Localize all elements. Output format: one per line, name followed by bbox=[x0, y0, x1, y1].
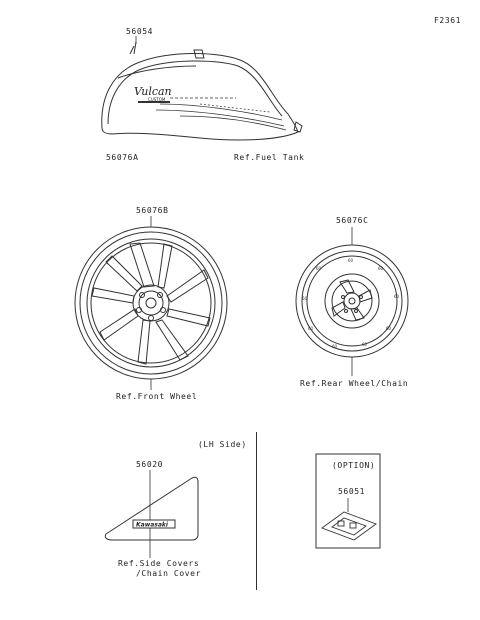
front-wheel-part-number: 56076B bbox=[136, 206, 169, 215]
rear-wheel-part-number: 56076C bbox=[336, 216, 369, 225]
tank-logo-sub: CUSTOM bbox=[148, 97, 166, 102]
front-wheel-illustration bbox=[75, 227, 227, 379]
svg-text:60: 60 bbox=[308, 326, 314, 331]
svg-text:60: 60 bbox=[348, 258, 354, 263]
svg-text:Kawasaki: Kawasaki bbox=[136, 521, 168, 529]
svg-text:60: 60 bbox=[302, 296, 308, 301]
option-emblem-illustration bbox=[322, 512, 376, 540]
svg-text:60: 60 bbox=[386, 326, 392, 331]
section-divider bbox=[256, 432, 257, 590]
option-part-number: 56051 bbox=[338, 487, 366, 496]
side-cover-part-number: 56020 bbox=[136, 460, 164, 469]
svg-text:60: 60 bbox=[394, 294, 400, 299]
rear-wheel-caption: Ref.Rear Wheel/Chain bbox=[300, 379, 409, 388]
front-wheel-caption: Ref.Front Wheel bbox=[116, 392, 198, 401]
tank-logo-text: Vulcan bbox=[134, 85, 172, 98]
tank-bottom-part-number: 56076A bbox=[106, 153, 139, 162]
side-cover-caption-line1: Ref.Side Covers bbox=[118, 559, 200, 568]
svg-text:60: 60 bbox=[332, 344, 338, 349]
svg-text:60: 60 bbox=[316, 266, 322, 271]
side-note: (LH Side) bbox=[198, 440, 247, 449]
tank-top-part-number: 56054 bbox=[126, 27, 154, 36]
svg-text:60: 60 bbox=[378, 266, 384, 271]
option-title: (OPTION) bbox=[332, 461, 376, 470]
tank-caption: Ref.Fuel Tank bbox=[234, 153, 305, 162]
side-cover-illustration bbox=[105, 477, 198, 540]
figure-code: F2361 bbox=[434, 16, 462, 25]
side-cover-caption-line2: /Chain Cover bbox=[136, 569, 201, 578]
svg-text:60: 60 bbox=[362, 342, 368, 347]
fuel-tank-illustration bbox=[102, 42, 302, 140]
